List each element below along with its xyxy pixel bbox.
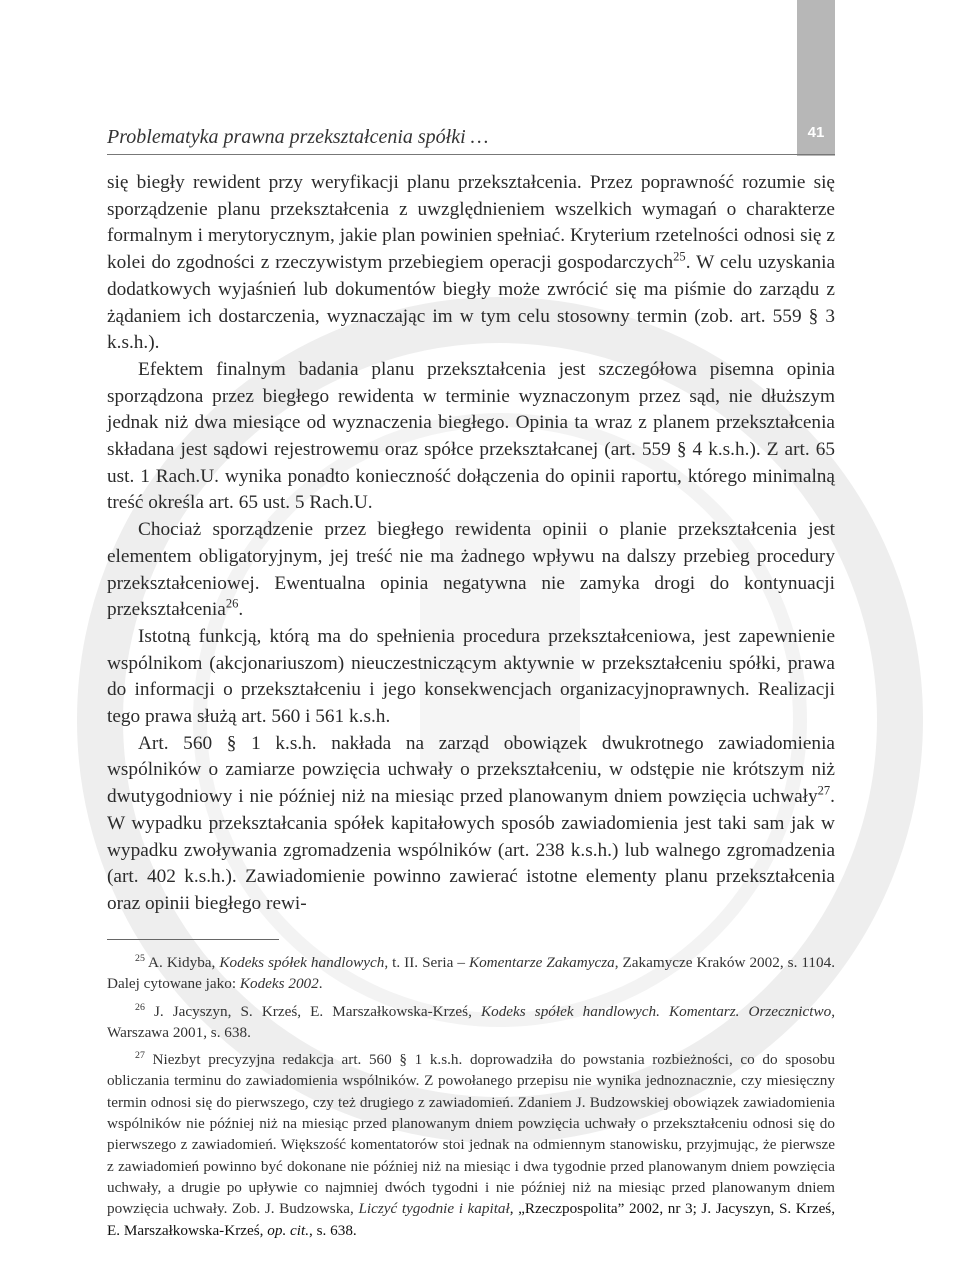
footnote-ref[interactable]: 26	[225, 596, 239, 611]
main-text	[107, 170, 835, 918]
footnote-rule	[107, 939, 279, 940]
paragraph: Art. 560 § 1 k.s.h. nakłada na zarząd obowiązek dwukrotnego zawiadomienia wspólników o zamiarze powzięcia uchwały o przekształceniu, w odstępie nie krótszym niż dwutygodniowy i nie później niż na miesiąc przed planowanym dniem powzięcia uchwały$^{27}$. W wypadku przekształcania spółek kapitałowych sposób zawiadomienia jest taki sam jak w wypadku zwoływania zgromadzenia wspólników (art. 238 k.s.h.) lub walnego zgromadzenia (art. 402 k.s.h.). Zawiadomienie powinno zawierać istotne elementy planu przekształcenia oraz opinii biegłego rewi-	[107, 732, 835, 914]
footnote-27: $^{27}$ Niezbyt precyzyjna redakcja art. 560 § 1 k.s.h. doprowadziła do powstania rozbieżności, co do sposobu obliczania terminu do zawiadomienia wspólników. Z powołanego przepisu nie wynika jednoznacznie, czy miesięczny termin odnosi się do pierwszego, czy też drugiego z zawiadomień. Zdaniem J. Budzowskiej obowiązek zawiadomienia wspólników nie później niż na miesiąc przed planowanym dniem powzięcia uchwały o przekształceniu odnosi się do pierwszego z zawiadomień. Większość komentatorów stoi jednak na odmiennym stanowisku, przyjmując, że pierwsze z zawiadomień powinno być dokonane nie później niż na miesiąc i dwa tygodnie przed planowanym dniem powzięcia uchwały, a drugie po upływie co najmniej dwóch tygodni i nie później niż na miesiąc przed planowanym dniem powzięcia uchwały. Zob. J. Budzowska, Liczyć tygodnie i kapitał, „Rzeczpospolita” 2002, nr 3; J. Jacyszyn, S. Krześ, E. Marszałkowska-Krześ, op. cit., s. 638.	[107, 1050, 836, 1239]
paragraph: Istotną funkcją, którą ma do spełnienia procedura przekształceniowa, jest zapewnienie wspólnikom (akcjonariuszom) nieuczestniczącym aktywnie w przekształceniu spółki, prawa do informacji o przekształceniu i jego konsekwencjach organizacyjnoprawnych. Realizacji tego prawa służą art. 560 i 561 k.s.h.	[107, 625, 835, 728]
running-title: Problematyka prawna przekształcenia spółki …	[107, 126, 489, 148]
footnotes	[107, 952, 835, 1241]
footnote-26: $^{26}$ J. Jacyszyn, S. Krześ, E. Marszałkowska-Krześ, Kodeks spółek handlowych. Komentarz. Orzecznictwo, Warszawa 2001, s. 638.	[107, 1001, 835, 1041]
footnote-ref[interactable]: 25	[673, 249, 686, 264]
paragraph: Chociaż sporządzenie przez biegłego rewidenta opinii o planie przekształcenia jest elementem obligatoryjnym, jej treść nie ma żadnego wpływu na dalszy przebieg procedury przekształceniowej. Ewentualna opinia negatywna nie zamyka drogi do kontynuacji przekształcenia$^{26}$.	[107, 519, 835, 621]
paragraph: Efektem finalnym badania planu przekształcenia jest szczegółowa pisemna opinia sporządzona przez biegłego rewidenta w terminie wyznaczonym przez sąd, nie dłuższym jednak niż dwa miesiące od wyznaczenia biegłego. Opinia ta wraz z planem przekształcenia składana jest sądowi rejestrowemu oraz spółce przekształcanej (art. 559 § 4 k.s.h.). Z art. 65 ust. 1 Rach.U. wynika ponadto konieczność dołączenia do opinii raportu, którego minimalną treść określa art. 65 ust. 5 Rach.U.	[107, 358, 835, 514]
paragraph: się biegły rewident przy weryfikacji planu przekształcenia. Przez poprawność rozumie się sporządzenie planu przekształcenia z uwzględnieniem wszelkich wymagań o charakterze formalnym i merytorycznym, jakie plan powinien spełniać. Kryterium rzetelności odnosi się z kolei do zgodności z rzeczywistym przebiegiem operacji gospodarczych$^{25}$. W celu uzyskania dodatkowych wyjaśnień lub dokumentów biegły może zwrócić się ma piśmie do zarządu z żądaniem ich dostarczenia, wyznaczając im w tym celu stosowny termin (zob. art. 559 § 3 k.s.h.).	[107, 172, 835, 354]
footnote-25: $^{25}$ A. Kidyba, Kodeks spółek handlowych, t. II. Seria – Komentarze Zakamycza, Zakamycze Kraków 2002, s. 1104. Dalej cytowane jako: Kodeks 2002.	[107, 952, 835, 993]
page-number: 41	[807, 124, 825, 141]
footnote-ref[interactable]: 27	[817, 783, 831, 798]
